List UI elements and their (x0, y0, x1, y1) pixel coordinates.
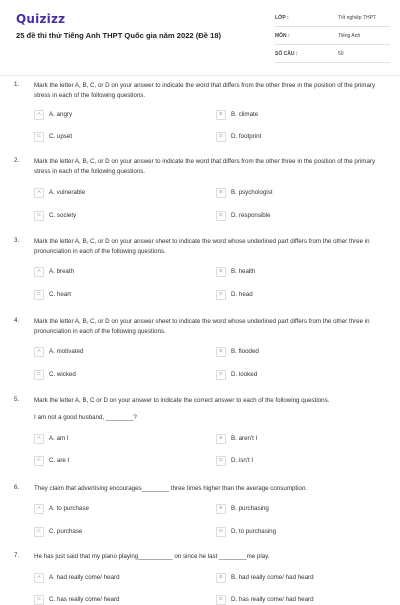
option-text: B. psychologist (231, 189, 273, 196)
option-text: A. motivated (49, 348, 84, 355)
option-letter-badge: B (216, 573, 226, 583)
option-text: D. has really come/ had heard (231, 596, 314, 603)
question-text: Mark the letter A, B, C or D on your answer to indicate the correct answer to each of the following questions. (34, 397, 330, 404)
option-text: D. footprint (231, 133, 262, 140)
worksheet-header (0, 0, 400, 66)
option-letter-badge: A (34, 110, 44, 120)
option-text: C. are I (49, 457, 70, 464)
option-text: A. had really come/ heard (49, 574, 120, 581)
option-text: A. vulnerable (49, 189, 86, 196)
option-text: C. wicked (49, 371, 76, 378)
option-letter-badge: D (216, 527, 226, 537)
question-number: 2. (14, 157, 20, 164)
option-letter-badge: A (34, 573, 44, 583)
option-letter-badge: B (216, 110, 226, 120)
option-letter-badge: D (216, 456, 226, 466)
option-text: B. had really come/ had heard (231, 574, 314, 581)
option-letter-badge: C (34, 132, 44, 142)
meta-label: SỐ CÂU : (275, 51, 298, 57)
option-text: B. climate (231, 111, 259, 118)
question-text: Mark the letter A, B, C, or D on your answer sheet to indicate the word whose underlined part differs from the other three in pronunciation in each of the following questions. (34, 238, 370, 255)
option-text: C. upset (49, 133, 73, 140)
option-letter-badge: D (216, 132, 226, 142)
option-letter-badge: C (34, 456, 44, 466)
option-letter-badge: C (34, 290, 44, 300)
meta-row-count (275, 48, 390, 63)
option-text: A. am I (49, 435, 69, 442)
option-text: C. purchase (49, 528, 83, 535)
option-text: B. health (231, 268, 256, 275)
question-number: 5. (14, 396, 20, 403)
option-text: B. flooded (231, 348, 259, 355)
option-text: D. head (231, 291, 253, 298)
question-text: Mark the letter A, B, C, or D on your answer to indicate the word that differs from the other three in the position of the primary stress in each of the following questions. (34, 158, 376, 175)
question-number: 7. (14, 552, 20, 559)
option-text: D. to purchasing (231, 528, 277, 535)
question-text: Mark the letter A, B, C, or D on your answer to indicate the word that differs from the other three in the position of the primary stress in each of the following questions. (34, 82, 376, 99)
option-text: D. looked (231, 371, 258, 378)
option-text: A. to purchase (49, 505, 89, 512)
option-text: D. isn't I (231, 457, 254, 464)
meta-row-subject (275, 30, 390, 45)
option-letter-badge: A (34, 434, 44, 444)
quizizz-logo: Quizizz (16, 12, 66, 26)
option-letter-badge: C (34, 211, 44, 221)
option-letter-badge: C (34, 527, 44, 537)
question-text: They claim that advertising encourages________ three times higher than the average consumption. (34, 485, 308, 492)
worksheet-meta (275, 12, 390, 66)
meta-value: 50 (338, 51, 344, 57)
option-letter-badge: D (216, 370, 226, 380)
option-text: B. aren't I (231, 435, 258, 442)
option-letter-badge: B (216, 434, 226, 444)
option-text: C. heart (49, 291, 72, 298)
question-sentence: I am not a good husband, ________? (34, 414, 137, 421)
question-text: Mark the letter A, B, C, or D on your answer sheet to indicate the word whose underlined part differs from the other three in pronunciation in each of the following questions. (34, 318, 370, 335)
option-letter-badge: B (216, 267, 226, 277)
option-text: D. responsible (231, 212, 271, 219)
option-text: C. society (49, 212, 77, 219)
question-number: 4. (14, 317, 20, 324)
option-letter-badge: A (34, 347, 44, 357)
header-divider (0, 75, 400, 76)
option-letter-badge: A (34, 504, 44, 514)
meta-label: MÔN : (275, 33, 290, 39)
option-text: A. angry (49, 111, 73, 118)
meta-value: Tiếng Anh (338, 33, 361, 39)
question-number: 6. (14, 484, 20, 491)
option-text: C. has really come/ heard (49, 596, 120, 603)
question-number: 3. (14, 237, 20, 244)
question-text: He has just said that my piano playing__________ on since he last ________me play. (34, 553, 270, 560)
option-letter-badge: A (34, 267, 44, 277)
option-text: B. purchasing (231, 505, 269, 512)
question-number: 1. (14, 81, 20, 88)
option-letter-badge: B (216, 504, 226, 514)
option-letter-badge: B (216, 347, 226, 357)
meta-row-class (275, 12, 390, 27)
option-letter-badge: C (34, 370, 44, 380)
option-letter-badge: D (216, 290, 226, 300)
meta-value: Tốt nghiệp THPT (338, 15, 376, 21)
option-letter-badge: B (216, 188, 226, 198)
option-text: A. breath (49, 268, 75, 275)
option-letter-badge: D (216, 211, 226, 221)
option-letter-badge: A (34, 188, 44, 198)
meta-label: LỚP : (275, 15, 289, 21)
option-letter-badge: D (216, 595, 226, 605)
page-title: 25 đề thi thử Tiếng Anh THPT Quốc gia năm 2022 (Đề 18) (16, 31, 222, 40)
option-letter-badge: C (34, 595, 44, 605)
